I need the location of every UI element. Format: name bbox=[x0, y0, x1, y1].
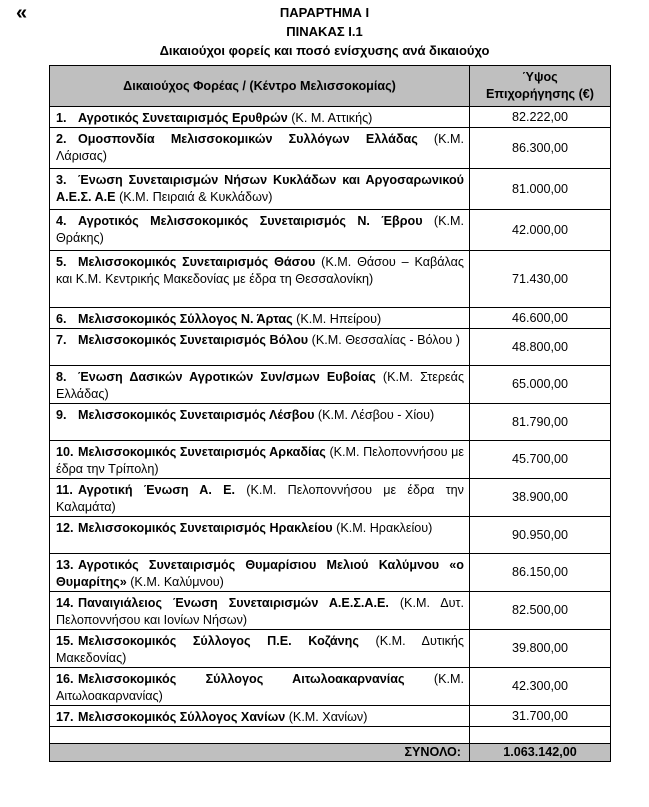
row-number: 5. bbox=[56, 255, 67, 269]
table-row bbox=[50, 517, 611, 554]
beneficiary-cell bbox=[50, 251, 470, 308]
row-number: 11. bbox=[56, 483, 73, 497]
entity-name: Παναιγιάλειος Ένωση Συνεταιρισμών Α.Ε.Σ.Α.Ε. bbox=[78, 596, 389, 610]
table-row bbox=[50, 554, 611, 592]
beekeeping-center: (Κ. Μ. Αττικής) bbox=[291, 111, 373, 125]
beneficiary-cell bbox=[50, 128, 470, 169]
entity-name: Μελισσοκομικός Σύλλογος Ν. Άρτας bbox=[78, 312, 293, 326]
beekeeping-center: (Κ.Μ. Θάσου – Καβάλας και Κ.Μ. Κεντρικής Μακεδονίας με έδρα τη Θεσσαλονίκη) bbox=[56, 255, 464, 286]
beekeeping-center: (Κ.Μ. Δυτ. Πελοποννήσου και Ιονίων Νήσων) bbox=[56, 596, 464, 627]
table-subtitle: Δικαιούχοι φορείς και ποσό ενίσχυσης ανά δικαιούχο bbox=[159, 43, 490, 58]
table-row bbox=[50, 210, 611, 251]
amount-cell: 31.700,00 bbox=[470, 706, 611, 727]
table-row bbox=[50, 251, 611, 308]
entity-name: Ομοσπονδία Μελισσοκομικών Συλλόγων Ελλάδας bbox=[78, 132, 418, 146]
beneficiary-cell bbox=[50, 479, 470, 517]
row-number: 6. bbox=[56, 312, 67, 326]
entity-name: Μελισσοκομικός Συνεταιρισμός Αρκαδίας bbox=[78, 445, 326, 459]
total-row bbox=[50, 744, 611, 762]
amount-cell: 82.222,00 bbox=[470, 107, 611, 128]
beneficiaries-table bbox=[49, 65, 611, 762]
beneficiary-cell bbox=[50, 668, 470, 706]
beneficiary-cell bbox=[50, 592, 470, 630]
beekeeping-center: (Κ.Μ. Αιτωλοακαρνανίας) bbox=[56, 672, 464, 703]
table-row bbox=[50, 630, 611, 668]
row-number: 17. bbox=[56, 710, 74, 724]
row-number: 1. bbox=[56, 111, 67, 125]
amount-cell: 38.900,00 bbox=[470, 479, 611, 517]
total-amount: 1.063.142,00 bbox=[470, 744, 611, 762]
entity-name: Μελισσοκομικός Συνεταιρισμός Βόλου bbox=[78, 333, 309, 347]
row-number: 16. bbox=[56, 672, 74, 686]
back-icon[interactable]: « bbox=[16, 2, 28, 24]
beneficiary-cell bbox=[50, 329, 470, 366]
entity-name: Μελισσοκομικός Συνεταιρισμός Λέσβου bbox=[78, 408, 315, 422]
entity-name: Ένωση Δασικών Αγροτικών Συν/σμων Ευβοίας bbox=[78, 370, 376, 384]
beekeeping-center: (Κ.Μ. Πελοποννήσου με έδρα την Καλαμάτα) bbox=[56, 483, 464, 514]
table-row bbox=[50, 366, 611, 404]
beekeeping-center: (Κ.Μ. Θράκης) bbox=[56, 214, 464, 245]
column-header-beneficiary: Δικαιούχος Φορέας / (Κέντρο Μελισσοκομίας) bbox=[50, 66, 470, 107]
amount-cell: 82.500,00 bbox=[470, 592, 611, 630]
table-row bbox=[50, 441, 611, 479]
table-title: ΠΙΝΑΚΑΣ Ι.1 bbox=[286, 24, 363, 39]
column-header-amount bbox=[470, 66, 611, 107]
beneficiary-cell bbox=[50, 366, 470, 404]
entity-name: Αγροτικός Μελισσοκομικός Συνεταιρισμός Ν. Έβρου bbox=[78, 214, 423, 228]
amount-cell: 48.800,00 bbox=[470, 329, 611, 366]
beekeeping-center: (Κ.Μ. Πειραιά & Κυκλάδων) bbox=[119, 190, 273, 204]
beneficiary-cell bbox=[50, 517, 470, 554]
beneficiary-cell bbox=[50, 706, 470, 727]
table-row bbox=[50, 107, 611, 128]
entity-name: Αγροτικός Συνεταιρισμός Θυμαρίσιου Μελιού Καλύμνου «ο Θυμαρίτης» bbox=[56, 558, 464, 589]
amount-cell: 46.600,00 bbox=[470, 308, 611, 329]
annex-title: ΠΑΡΑΡΤΗΜΑ Ι bbox=[279, 5, 370, 20]
beekeeping-center: (Κ.Μ. Πελοποννήσου με έδρα την Τρίπολη) bbox=[56, 445, 464, 476]
beneficiary-cell bbox=[50, 554, 470, 592]
entity-name: Μελισσοκομικός Σύλλογος Χανίων bbox=[78, 710, 286, 724]
amount-cell: 81.790,00 bbox=[470, 404, 611, 441]
amount-cell: 71.430,00 bbox=[470, 251, 611, 308]
table-row bbox=[50, 706, 611, 727]
table-row bbox=[50, 308, 611, 329]
row-number: 15. bbox=[56, 634, 74, 648]
row-number: 10. bbox=[56, 445, 74, 459]
amount-cell: 42.000,00 bbox=[470, 210, 611, 251]
table-row bbox=[50, 479, 611, 517]
column-header-amount-line2: Επιχορήγησης (€) bbox=[486, 87, 594, 101]
beneficiary-cell bbox=[50, 404, 470, 441]
amount-cell: 45.700,00 bbox=[470, 441, 611, 479]
beekeeping-center: (Κ.Μ. Ηπείρου) bbox=[296, 312, 382, 326]
table-row bbox=[50, 329, 611, 366]
beneficiary-cell bbox=[50, 169, 470, 210]
amount-cell: 90.950,00 bbox=[470, 517, 611, 554]
amount-cell: 65.000,00 bbox=[470, 366, 611, 404]
entity-name: Μελισσοκομικός Συνεταιρισμός Θάσου bbox=[78, 255, 316, 269]
amount-cell: 42.300,00 bbox=[470, 668, 611, 706]
beekeeping-center: (Κ.Μ. Καλύμνου) bbox=[130, 575, 224, 589]
beekeeping-center: (Κ.Μ. Θεσσαλίας - Βόλου ) bbox=[311, 333, 460, 347]
table-row bbox=[50, 404, 611, 441]
entity-name: Μελισσοκομικός Σύλλογος Π.Ε. Κοζάνης bbox=[78, 634, 359, 648]
row-number: 13. bbox=[56, 558, 74, 572]
entity-name: Ένωση Συνεταιρισμών Νήσων Κυκλάδων και Αργοσαρωνικού Α.Ε.Σ. Α.Ε bbox=[56, 173, 464, 204]
empty-row bbox=[50, 727, 611, 744]
entity-name: Αγροτική Ένωση Α. Ε. bbox=[78, 483, 236, 497]
beneficiary-cell bbox=[50, 441, 470, 479]
beneficiary-cell bbox=[50, 210, 470, 251]
beekeeping-center: (Κ.Μ. Λέσβου - Χίου) bbox=[317, 408, 435, 422]
row-number: 14. bbox=[56, 596, 74, 610]
row-number: 7. bbox=[56, 333, 67, 347]
table-row bbox=[50, 128, 611, 169]
beneficiary-cell bbox=[50, 308, 470, 329]
beekeeping-center: (Κ.Μ. Στερεάς Ελλάδας) bbox=[56, 370, 465, 401]
table-row bbox=[50, 592, 611, 630]
beekeeping-center: (Κ.Μ. Ηρακλείου) bbox=[336, 521, 433, 535]
row-number: 4. bbox=[56, 214, 67, 228]
row-number: 12. bbox=[56, 521, 74, 535]
beekeeping-center: (Κ.Μ. Χανίων) bbox=[288, 710, 368, 724]
entity-name: Αγροτικός Συνεταιρισμός Ερυθρών bbox=[78, 111, 288, 125]
entity-name: Μελισσοκομικός Σύλλογος Αιτωλοακαρνανίας bbox=[78, 672, 405, 686]
entity-name: Μελισσοκομικός Συνεταιρισμός Ηρακλείου bbox=[78, 521, 333, 535]
beekeeping-center: (Κ.Μ. Δυτικής Μακεδονίας) bbox=[56, 634, 464, 665]
row-number: 9. bbox=[56, 408, 67, 422]
beneficiary-cell bbox=[50, 107, 470, 128]
amount-cell: 86.300,00 bbox=[470, 128, 611, 169]
row-number: 3. bbox=[56, 173, 67, 187]
column-header-amount-line1: Ύψος bbox=[522, 70, 558, 84]
row-number: 8. bbox=[56, 370, 67, 384]
total-label: ΣΥΝΟΛΟ: bbox=[50, 744, 470, 762]
table-row bbox=[50, 169, 611, 210]
table-body bbox=[50, 107, 611, 727]
row-number: 2. bbox=[56, 132, 67, 146]
amount-cell: 86.150,00 bbox=[470, 554, 611, 592]
amount-cell: 39.800,00 bbox=[470, 630, 611, 668]
beekeeping-center: (Κ.Μ. Λάρισας) bbox=[56, 132, 465, 163]
amount-cell: 81.000,00 bbox=[470, 169, 611, 210]
table-row bbox=[50, 668, 611, 706]
beneficiary-cell bbox=[50, 630, 470, 668]
